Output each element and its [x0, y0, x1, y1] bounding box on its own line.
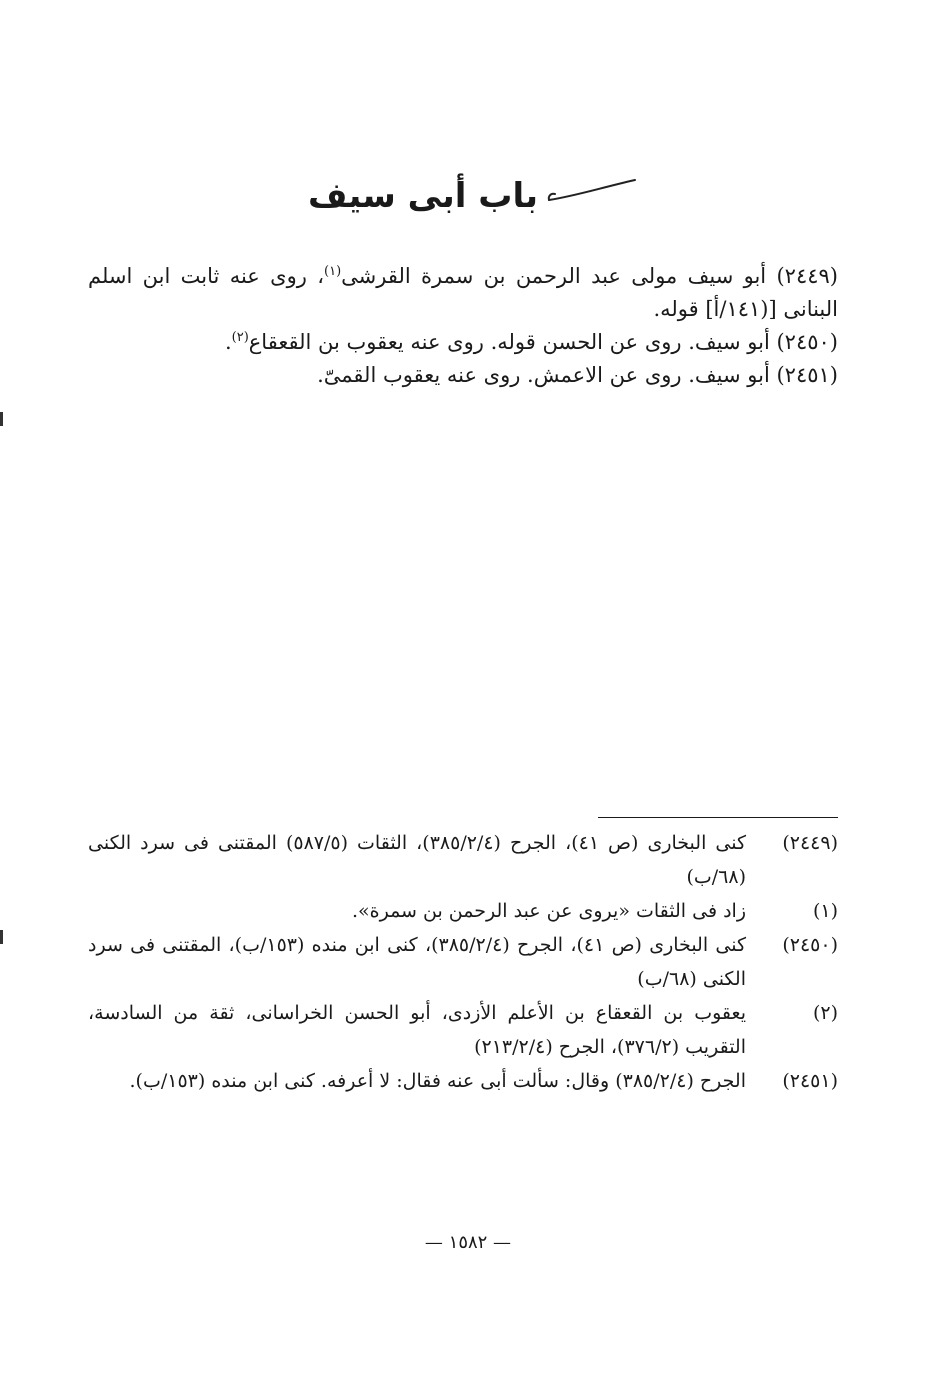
footnote-text: يعقوب بن القعقاع بن الأعلم الأزدى، أبو الحسن الخراسانى، ثقة من السادسة، التقريب (٣٧٦/٢)، الجرح (٢١٣/٢/٤): [88, 1002, 746, 1058]
footnote-2449: [88, 826, 838, 894]
entry-2450: [88, 326, 838, 359]
scan-edge-mark: [0, 930, 3, 944]
footnote-text: زاد فى الثقات «يروى عن عبد الرحمن بن سمرة».: [351, 900, 746, 922]
title-container: [0, 166, 936, 226]
entry-number: (٢٤٥٠): [776, 330, 838, 354]
entry-2451: [88, 359, 838, 392]
footnote-marker: (٢): [231, 330, 249, 345]
entry-number: (٢٤٥١): [776, 363, 838, 387]
footnote-2451: [88, 1064, 838, 1098]
footnote-key: (٢٤٤٩): [782, 832, 838, 854]
footnote-separator: [598, 817, 838, 818]
footnote-2: [88, 996, 838, 1064]
main-text-body: [88, 260, 838, 392]
entry-text: أبو سيف. روى عن الاعمش. روى عنه يعقوب القمىّ.: [317, 363, 777, 387]
footnote-2450: [88, 928, 838, 996]
footnote-text: كنى البخارى (ص ٤١)، الجرح (٣٨٥/٢/٤)، الثقات (٥٨٧/٥) المقتنى فى سرد الكنى (٦٨/ب): [88, 832, 746, 888]
chapter-title: باب أبى سيف: [308, 176, 538, 216]
entry-text: أبو سيف مولى عبد الرحمن بن سمرة القرشى: [341, 264, 777, 288]
entry-text-continued: .: [224, 330, 232, 354]
footnote-1: [88, 894, 838, 928]
entry-text-continued: ، روى عنه ثابت ابن اسلم البنانى [(١٤١/أ] قوله.: [88, 264, 838, 321]
footnote-text: الجرح (٣٨٥/٢/٤) وقال: سألت أبى عنه فقال: لا أعرفه. كنى ابن منده (١٥٣/ب).: [129, 1070, 746, 1092]
footnote-text: كنى البخارى (ص ٤١)، الجرح (٣٨٥/٢/٤)، كنى ابن منده (١٥٣/ب)، المقتنى فى سرد الكنى (٦٨/ب): [88, 934, 746, 990]
footnote-key: (٢): [812, 1002, 838, 1024]
entry-text: أبو سيف. روى عن الحسن قوله. روى عنه يعقوب بن القعقاع: [248, 330, 777, 354]
entry-2449: [88, 260, 838, 326]
footnote-marker: (١): [324, 264, 342, 279]
footnote-key: (١): [812, 900, 838, 922]
footnote-key: (٢٤٥٠): [782, 934, 838, 956]
entry-number: (٢٤٤٩): [776, 264, 838, 288]
page-number: — ١٥٨٢ —: [424, 1232, 512, 1253]
scan-edge-mark: [0, 412, 3, 426]
footnotes-section: [88, 826, 838, 1098]
footnote-key: (٢٤٥١): [782, 1070, 838, 1092]
